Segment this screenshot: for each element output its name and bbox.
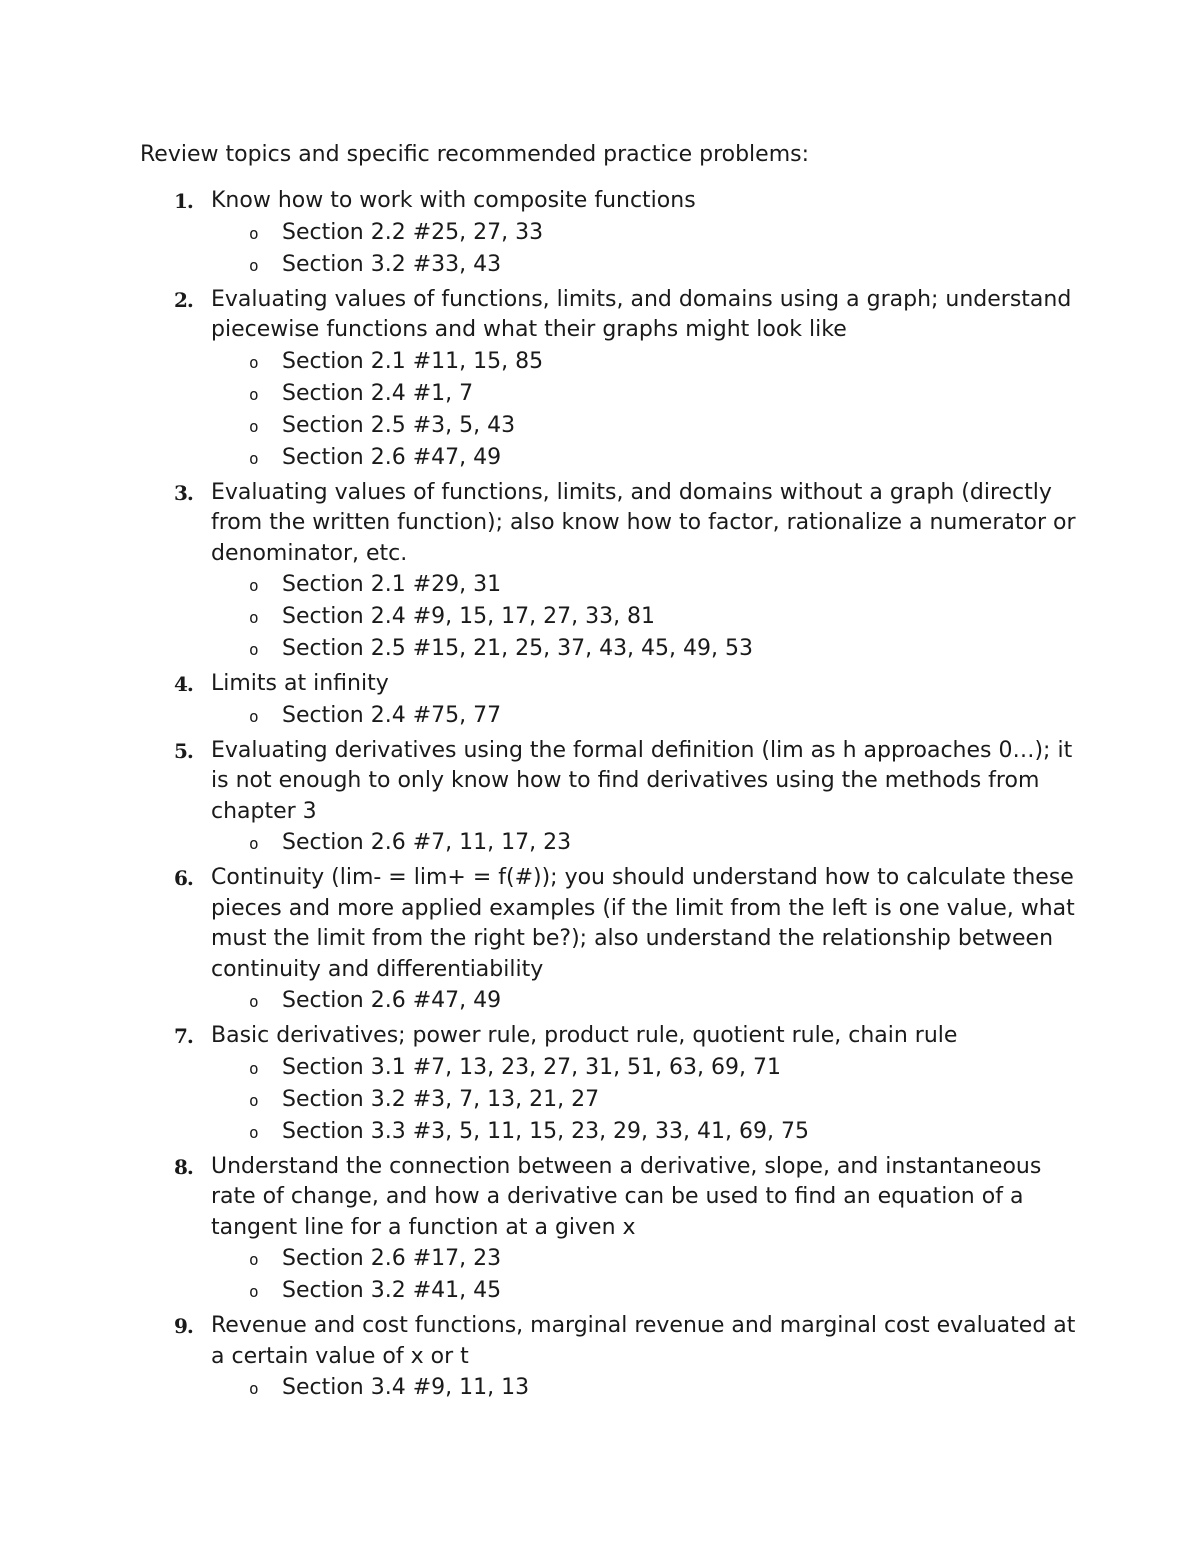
problem-text: Section 3.3 #3, 5, 11, 15, 23, 29, 33, 41, 69, 75 (282, 1118, 809, 1144)
hollow-bullet-icon: o (249, 992, 259, 1011)
topic-list (140, 186, 1080, 1404)
topic-text: Evaluating derivatives using the formal definition (lim as h approaches 0…); it is not enough to only know how to find derivatives using the methods from chapter 3 (211, 737, 1073, 824)
problem-list (211, 827, 1080, 859)
topic-text: Limits at infinity (211, 671, 389, 696)
hollow-bullet-icon: o (249, 608, 259, 627)
topic-text: Revenue and cost functions, marginal revenue and marginal cost evaluated at a certain value of x or t (211, 1313, 1076, 1369)
topic-number: 1. (174, 189, 193, 213)
hollow-bullet-icon: o (249, 706, 259, 726)
problem-list (211, 985, 1080, 1017)
topic-number: 5. (174, 738, 193, 763)
problem-list (211, 569, 1080, 665)
problem-item (211, 249, 1080, 281)
problem-item (211, 1243, 1080, 1275)
hollow-bullet-icon: o (249, 576, 259, 595)
topic-item (140, 669, 1080, 732)
topic-item (140, 186, 1080, 281)
topic-item (140, 863, 1080, 1017)
intro-heading: Review topics and specific recommended practice problems: (140, 142, 810, 167)
problem-list (211, 1243, 1080, 1307)
problem-text: Section 2.1 #11, 15, 85 (282, 348, 544, 374)
problem-text: Section 3.2 #3, 7, 13, 21, 27 (282, 1086, 600, 1112)
problem-text: Section 2.1 #29, 31 (282, 572, 502, 597)
topic-text: Know how to work with composite functions (211, 188, 696, 213)
hollow-bullet-icon: o (249, 416, 259, 436)
problem-text: Section 2.6 #17, 23 (282, 1246, 502, 1271)
problem-list (211, 1372, 1080, 1404)
problem-item (211, 1372, 1080, 1404)
problem-item (211, 1275, 1080, 1307)
problem-list (211, 700, 1080, 732)
problem-list (211, 1052, 1080, 1148)
topic-number: 7. (174, 1024, 193, 1048)
hollow-bullet-icon: o (249, 223, 259, 243)
topic-number: 9. (174, 1314, 193, 1338)
topic-text: Basic derivatives; power rule, product rule, quotient rule, chain rule (211, 1023, 958, 1048)
problem-text: Section 2.2 #25, 27, 33 (282, 219, 544, 245)
problem-item (211, 985, 1080, 1017)
topic-item (140, 478, 1080, 666)
hollow-bullet-icon: o (249, 448, 259, 468)
problem-text: Section 2.4 #75, 77 (282, 702, 502, 728)
problem-item (211, 346, 1080, 378)
problem-list (211, 217, 1080, 281)
topic-number: 4. (174, 672, 193, 696)
problem-item (211, 827, 1080, 859)
topic-item (140, 736, 1080, 860)
hollow-bullet-icon: o (249, 1058, 259, 1078)
problem-item (211, 217, 1080, 249)
topic-number: 6. (174, 866, 193, 890)
topic-text: Understand the connection between a derivative, slope, and instantaneous rate of change, and how a derivative can be used to find an equation of a tangent line for a function at a given x (211, 1153, 1042, 1240)
problem-list (211, 346, 1080, 474)
problem-item (211, 1116, 1080, 1148)
problem-item (211, 1052, 1080, 1084)
problem-item (211, 378, 1080, 410)
topic-item (140, 1152, 1080, 1308)
problem-text: Section 2.5 #3, 5, 43 (282, 412, 516, 438)
hollow-bullet-icon: o (249, 640, 259, 659)
problem-text: Section 2.4 #1, 7 (282, 380, 474, 406)
hollow-bullet-icon: o (249, 384, 259, 404)
problem-item (211, 569, 1080, 601)
hollow-bullet-icon: o (249, 1282, 259, 1301)
hollow-bullet-icon: o (249, 1379, 259, 1398)
topic-number: 8. (174, 1154, 193, 1179)
problem-text: Section 2.5 #15, 21, 25, 37, 43, 45, 49, 53 (282, 636, 754, 661)
problem-text: Section 3.2 #33, 43 (282, 251, 502, 277)
hollow-bullet-icon: o (249, 352, 259, 372)
problem-text: Section 3.2 #41, 45 (282, 1278, 502, 1303)
problem-item (211, 633, 1080, 665)
problem-text: Section 2.6 #47, 49 (282, 444, 502, 470)
problem-text: Section 2.6 #7, 11, 17, 23 (282, 830, 572, 855)
hollow-bullet-icon: o (249, 255, 259, 275)
problem-text: Section 2.4 #9, 15, 17, 27, 33, 81 (282, 604, 656, 629)
topic-number: 3. (174, 480, 193, 505)
hollow-bullet-icon: o (249, 834, 259, 853)
topic-text: Evaluating values of functions, limits, and domains without a graph (directly from the written function); also know how to factor, rationalize a numerator or denominator, etc. (211, 479, 1076, 566)
hollow-bullet-icon: o (249, 1090, 259, 1110)
problem-text: Section 3.4 #9, 11, 13 (282, 1375, 530, 1400)
problem-item (211, 1084, 1080, 1116)
topic-item (140, 1021, 1080, 1148)
problem-text: Section 3.1 #7, 13, 23, 27, 31, 51, 63, 69, 71 (282, 1054, 781, 1080)
problem-item (211, 700, 1080, 732)
topic-text: Continuity (lim- = lim+ = f(#)); you should understand how to calculate these pieces and more applied examples (if the limit from the left is one value, what must the limit from the right be?); also understand the relationship between continuity and differentiability (211, 865, 1075, 982)
topic-number: 2. (174, 287, 193, 312)
problem-item (211, 601, 1080, 633)
document-page (140, 140, 1080, 1408)
topic-text: Evaluating values of functions, limits, and domains using a graph; understand piecewise functions and what their graphs might look like (211, 286, 1072, 342)
problem-item (211, 442, 1080, 474)
hollow-bullet-icon: o (249, 1250, 259, 1269)
topic-item (140, 1311, 1080, 1404)
topic-item (140, 285, 1080, 474)
hollow-bullet-icon: o (249, 1122, 259, 1142)
problem-text: Section 2.6 #47, 49 (282, 988, 502, 1013)
problem-item (211, 410, 1080, 442)
